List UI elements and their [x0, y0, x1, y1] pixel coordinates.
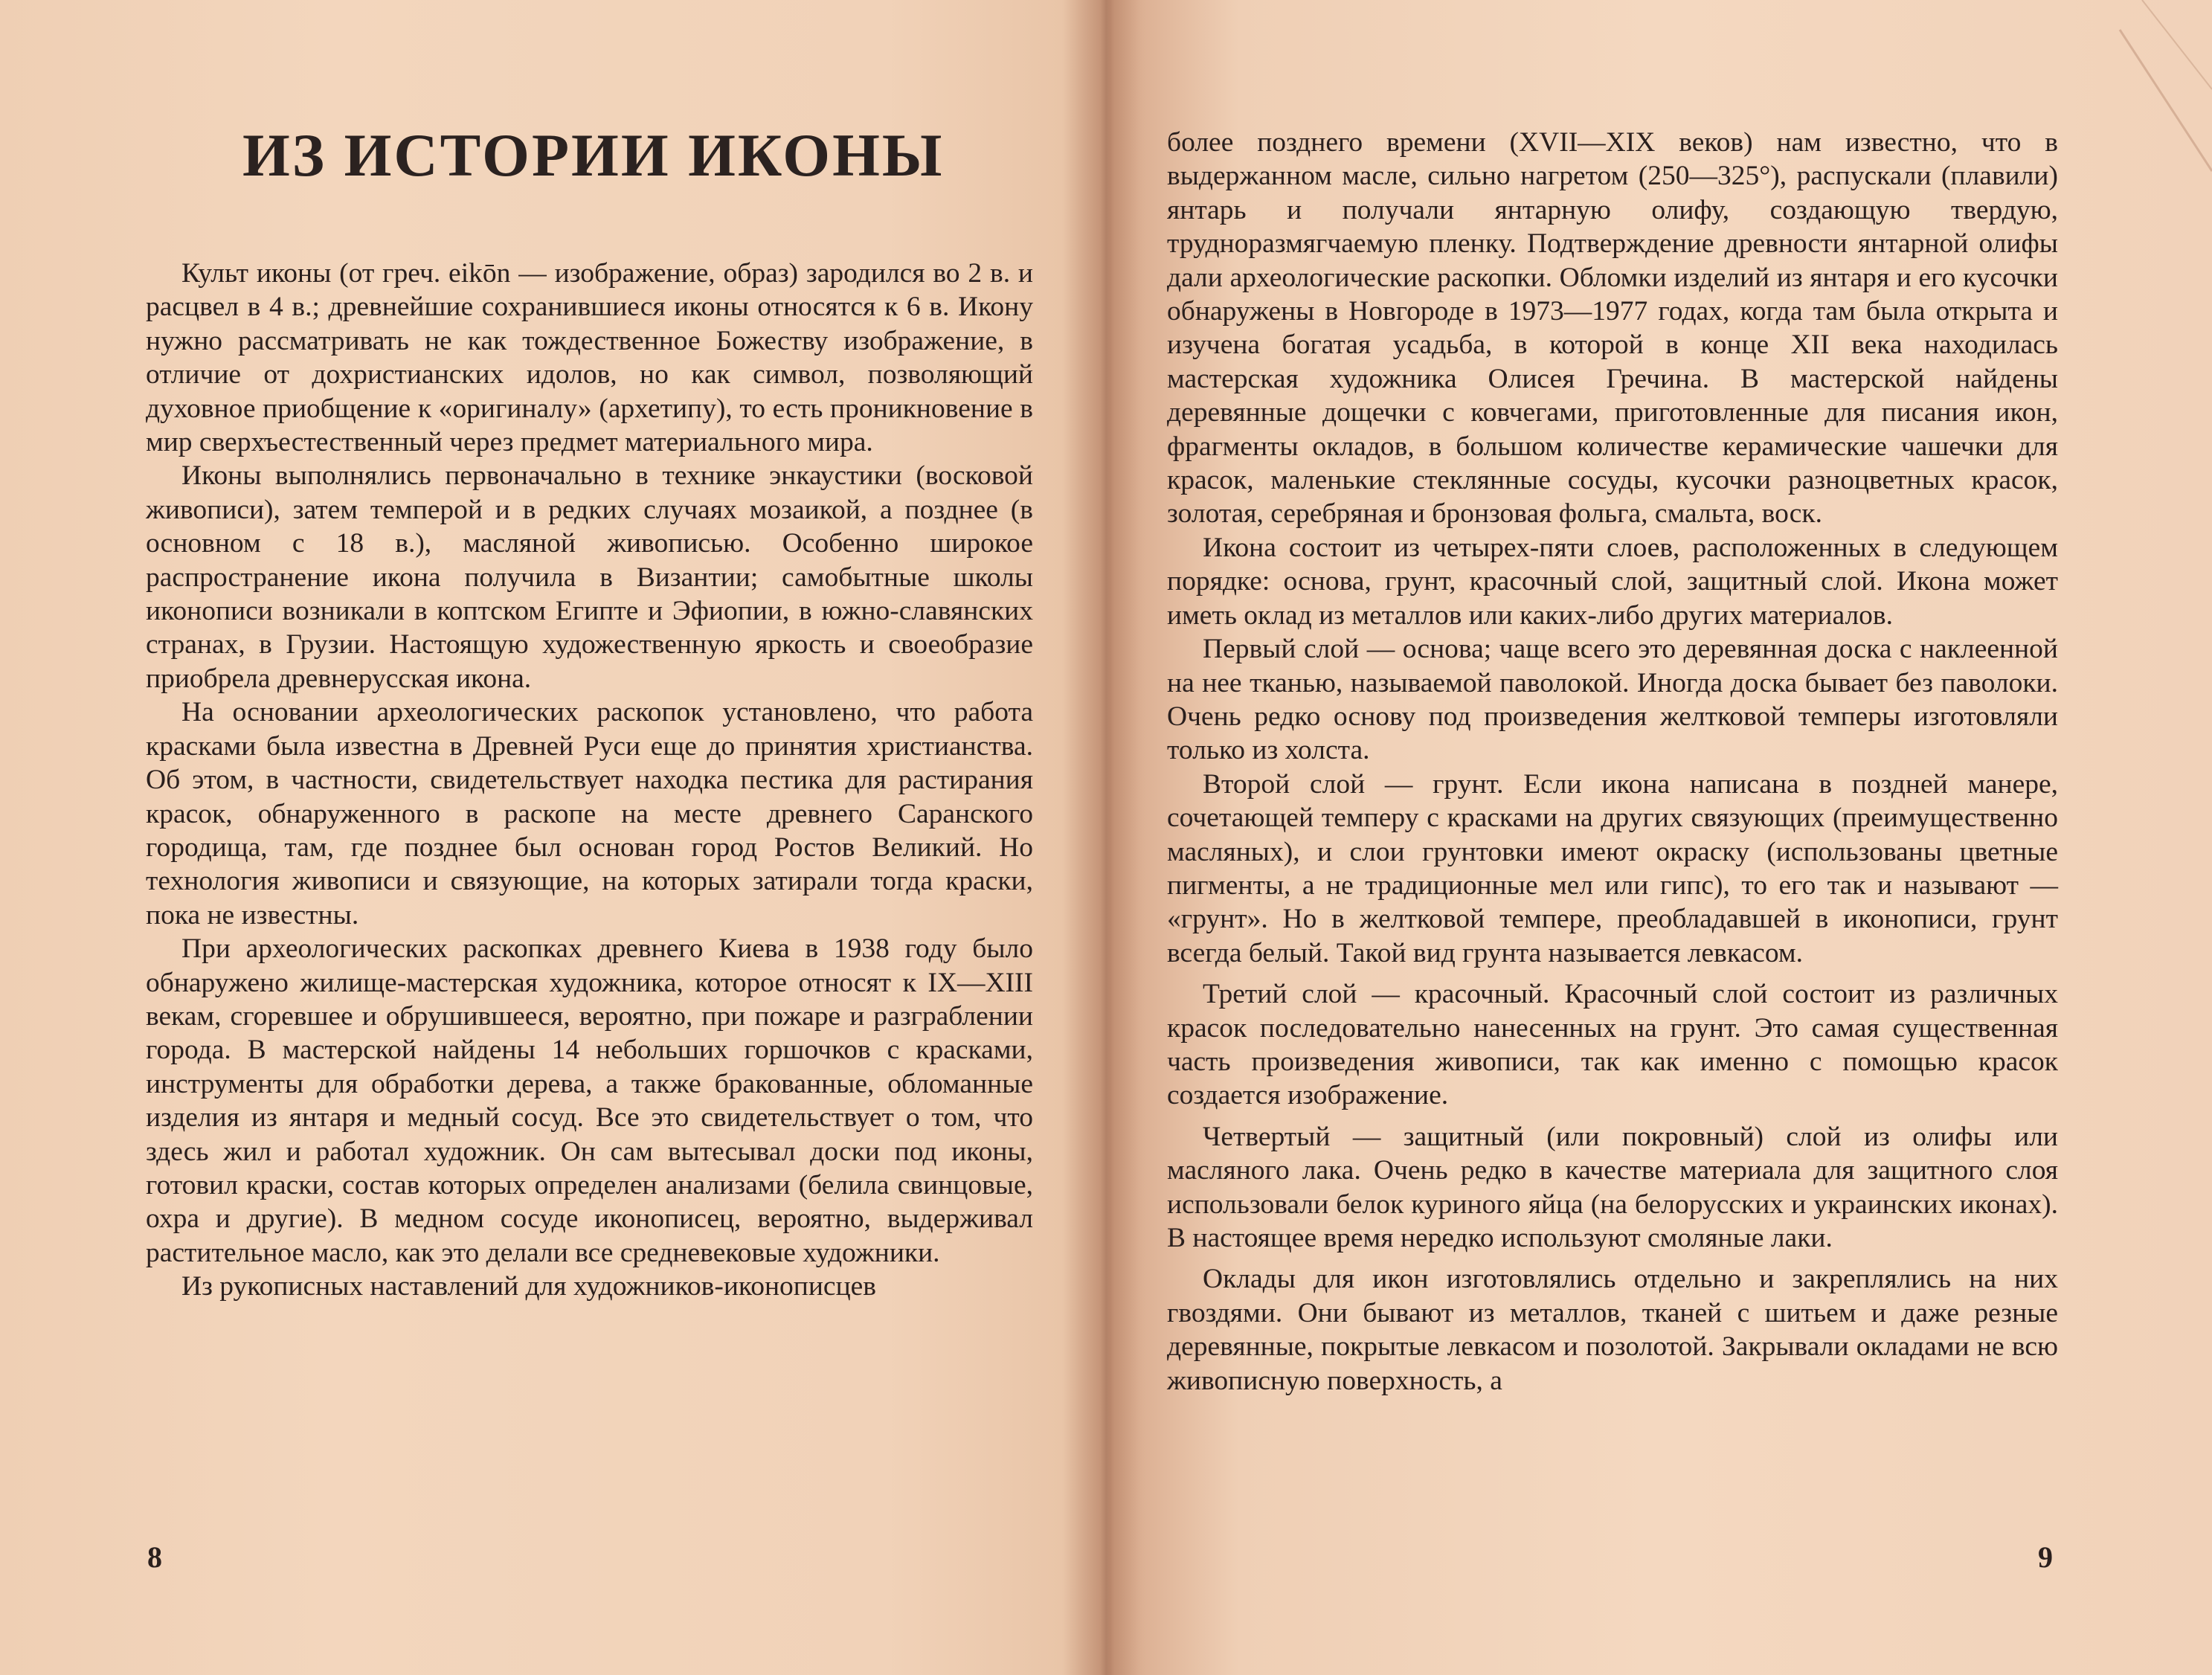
- paragraph-continuation: более позднего времени (XVII—XIX веков) нам известно, что в выдержанном масле, сильно нагретом (250—325°), распускали (плавили) янтарь и получали янтарную олифу, создающую твердую, трудноразмягчаемую пленку. Подтверждение древности янтарной олифы дали археологические раскопки. Обломки изделий из янтаря и его кусочки обнаружены в Новгороде в 1973—1977 годах, когда там была открыта и изучена богатая усадьба, в которой в конце XII века находилась мастерская художника Олисея Гречина. В мастерской найдены деревянные дощечки с ковчегами, приготовленные для писания икон, фрагменты окладов, в большом количестве керамические чашечки для красок, маленькие стеклянные сосуды, кусочки разноцветных красок, золотая, серебряная и бронзовая фольга, смальта, воск.: [1167, 127, 2058, 530]
- paragraph: Культ иконы (от греч. eikōn — изображение, образ) зародился во 2 в. и расцвел в 4 в.; древнейшие сохранившиеся иконы относятся к 6 в. Икону нужно рассматривать не как тождественное Божеству изображение, в отличие от дохристианских идолов, но как символ, позволяющий духовное приобщение к «оригиналу» (архетипу), то есть проникновение в мир сверхъестественный через предмет материального мира.: [146, 258, 1033, 458]
- paragraph: Четвертый — защитный (или покровный) слой из олифы или масляного лака. Очень редко в качестве материала для защитного слоя использовали белок куриного яйца (на белорусских и украинских иконах). В настоящее время нередко используют смоляные лаки.: [1167, 1121, 2058, 1253]
- chapter-title: ИЗ ИСТОРИИ ИКОНЫ: [242, 121, 945, 189]
- paragraph: Первый слой — основа; чаще всего это деревянная доска с наклеенной на нее тканью, называемой паволокой. Иногда доска бывает без паволоки. Очень редко основу под произведения желтковой темперы изготовляли только из холста.: [1167, 634, 2058, 766]
- paragraph: Из рукописных наставлений для художников-иконописцев: [181, 1271, 876, 1302]
- paragraph: Иконы выполнялись первоначально в технике энкаустики (восковой живописи), затем темперой и в редких случаях мозаикой, а позднее (в основном с 18 в.), масляной живописью. Особенно широкое распространение икона получила в Византии; самобытные школы иконописи возникали в коптском Египте и Эфиопии, в южно-славянских странах, в Грузии. Настоящую художественную яркость и своеобразие приобрела древнерусская икона.: [146, 460, 1033, 694]
- paragraph: При археологических раскопках древнего Киева в 1938 году было обнаружено жилище-мастерская художника, которое относят к IX—XIII векам, сгоревшее и обрушившееся, вероятно, при пожаре и разграблении города. В мастерской найдены 14 небольших горшочков с красками, инструменты для обработки дерева, а также бракованные, обломанные изделия из янтаря и медный сосуд. Все это свидетельствует о том, что здесь жил и работал художник. Он сам вытесывал доски под иконы, готовил краски, состав которых определен анализами (белила свинцовые, охра и другие). В медном сосуде иконописец, вероятно, выдерживал растительное масло, как это делали все средневековые художники.: [146, 933, 1033, 1268]
- page-number: 9: [2038, 1540, 2053, 1574]
- paragraph: На основании археологических раскопок установлено, что работа красками была известна в Древней Руси еще до принятия христианства. Об этом, в частности, свидетельствует находка пестика для растирания красок, обнаруженного в раскопе на месте древнего Саранского городища, там, где позднее был основан город Ростов Великий. Но технология живописи и связующие, на которых затирали тогда краски, пока не известны.: [146, 697, 1033, 930]
- page-number: 8: [147, 1540, 162, 1574]
- right-page-text: [1167, 126, 2058, 1398]
- right-page: [1106, 0, 2212, 1675]
- paragraph: Третий слой — красочный. Красочный слой состоит из различных красок последовательно нанесенных на грунт. Это самая существенная часть произведения живописи, так как именно с помощью красок создается изображение.: [1167, 979, 2058, 1111]
- paragraph: Оклады для икон изготовлялись отдельно и закреплялись на них гвоздями. Они бывают из металлов, тканей с шитьем и даже резные деревянные, покрытые левкасом и позолотой. Закрывали окладами не всю живописную поверхность, а: [1167, 1264, 2058, 1396]
- left-page-text: [146, 257, 1033, 1304]
- paragraph: Второй слой — грунт. Если икона написана в поздней манере, сочетающей темперу с красками на других связующих (преимущественно масляных), и слои грунтовки имеют окраску (использованы цветные пигменты, а не традиционные мел или гипс), то его так и называют — «грунт». Но в желтковой темпере, преобладавшей в иконописи, грунт всегда белый. Такой вид грунта называется левкасом.: [1167, 768, 2058, 968]
- paragraph: Икона состоит из четырех-пяти слоев, расположенных в следующем порядке: основа, грунт, красочный слой, защитный слой. Икона может иметь оклад из металлов или каких-либо других материалов.: [1167, 532, 2058, 631]
